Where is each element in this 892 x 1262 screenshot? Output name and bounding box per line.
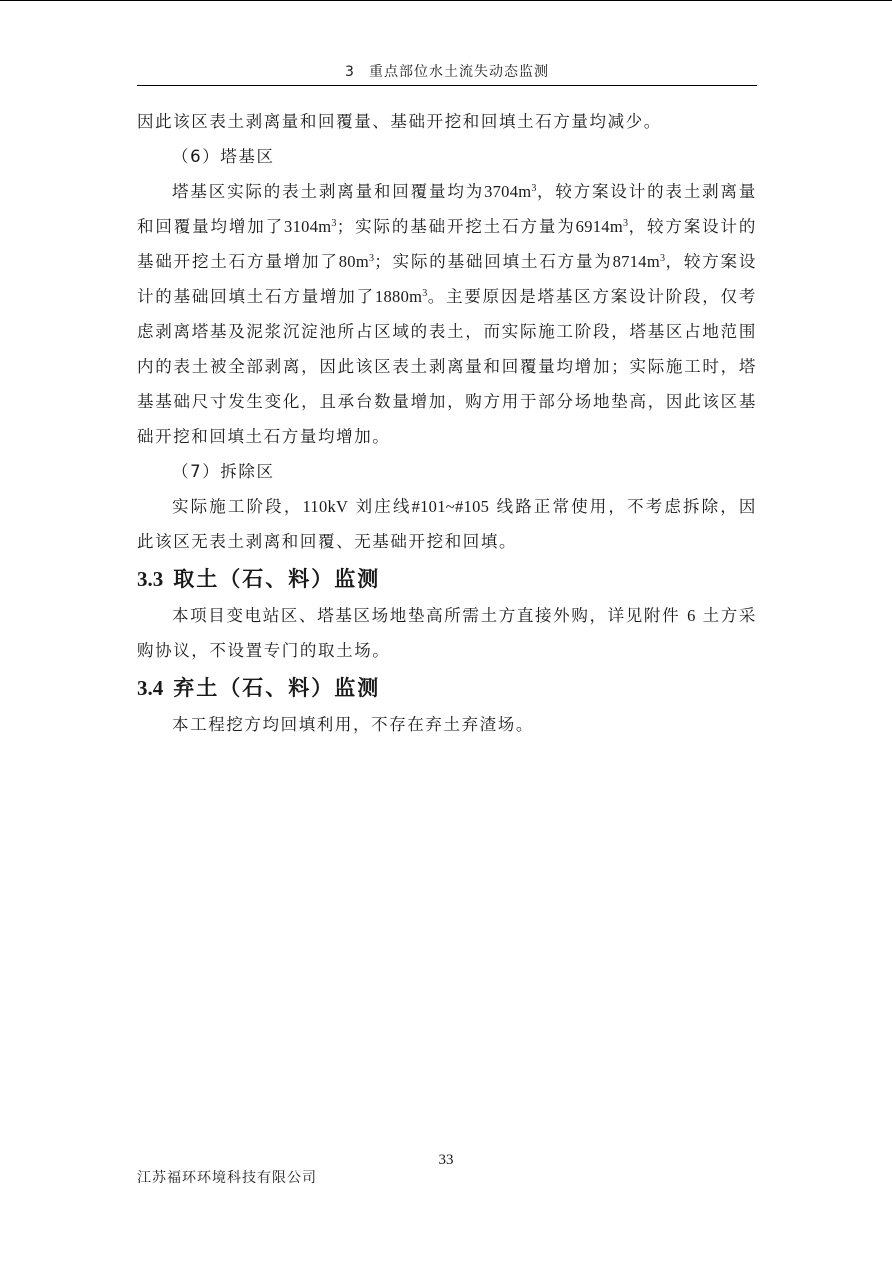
paragraph-spoil-monitoring: 本工程挖方均回填利用，不存在弃土弃渣场。 — [172, 715, 534, 734]
paragraph-borrow-monitoring: 本项目变电站区、塔基区场地垫高所需土方直接外购，详见附件 6 土方采购协议，不设置专门的取土场。 — [137, 606, 757, 660]
page-content — [137, 104, 757, 742]
section-number: 3.3 — [137, 567, 164, 591]
section-number: 3.4 — [137, 676, 164, 700]
section-heading-3-3 — [137, 560, 757, 598]
header-chapter-number: 3 — [345, 64, 355, 80]
running-header — [137, 62, 757, 84]
section-heading-3-4 — [137, 669, 757, 707]
subsection-title-demolition-area: （7）拆除区 — [172, 462, 275, 481]
section-title: 取土（石、料）监测 — [173, 567, 381, 591]
paragraph-tower-area: 塔基区实际的表土剥离量和回覆量均为$3704m^3$，较方案设计的表土剥离量和回覆量均增加了$3104m^3$；实际的基础开挖土石方量为$6914m^3$，较方案设计的基础开挖土石方量增加了$80m^3$；实际的基础回填土石方量为$8714m^3$，较方案设计的基础回填土石方量增加了$1880m^3$。主要原因是塔基区方案设计阶段，仅考虑剥离塔基及泥浆沉淀池所占区域的表土，而实际施工阶段，塔基区占地范围内的表土被全部剥离，因此该区表土剥离量和回覆量均增加；实际施工时，塔基基础尺寸发生变化，且承台数量增加，购方用于部分场地垫高，因此该区基础开挖和回填土石方量均增加。 — [137, 182, 757, 446]
page-number: 33 — [438, 1152, 454, 1168]
paragraph-demolition-area: 实际施工阶段，110kV 刘庄线#101~#105 线路正常使用，不考虑拆除，因此该区无表土剥离和回覆、无基础开挖和回填。 — [137, 497, 757, 551]
header-chapter-title: 重点部位水土流失动态监测 — [368, 64, 549, 80]
header-rule — [137, 85, 757, 86]
paragraph-continuation: 因此该区表土剥离量和回覆量、基础开挖和回填土石方量均减少。 — [137, 112, 662, 131]
page-top-border — [0, 0, 892, 1]
footer-company-name: 江苏福环环境科技有限公司 — [137, 1170, 317, 1186]
subsection-title-tower-area: （6）塔基区 — [172, 147, 275, 166]
section-title: 弃土（石、料）监测 — [173, 676, 381, 700]
